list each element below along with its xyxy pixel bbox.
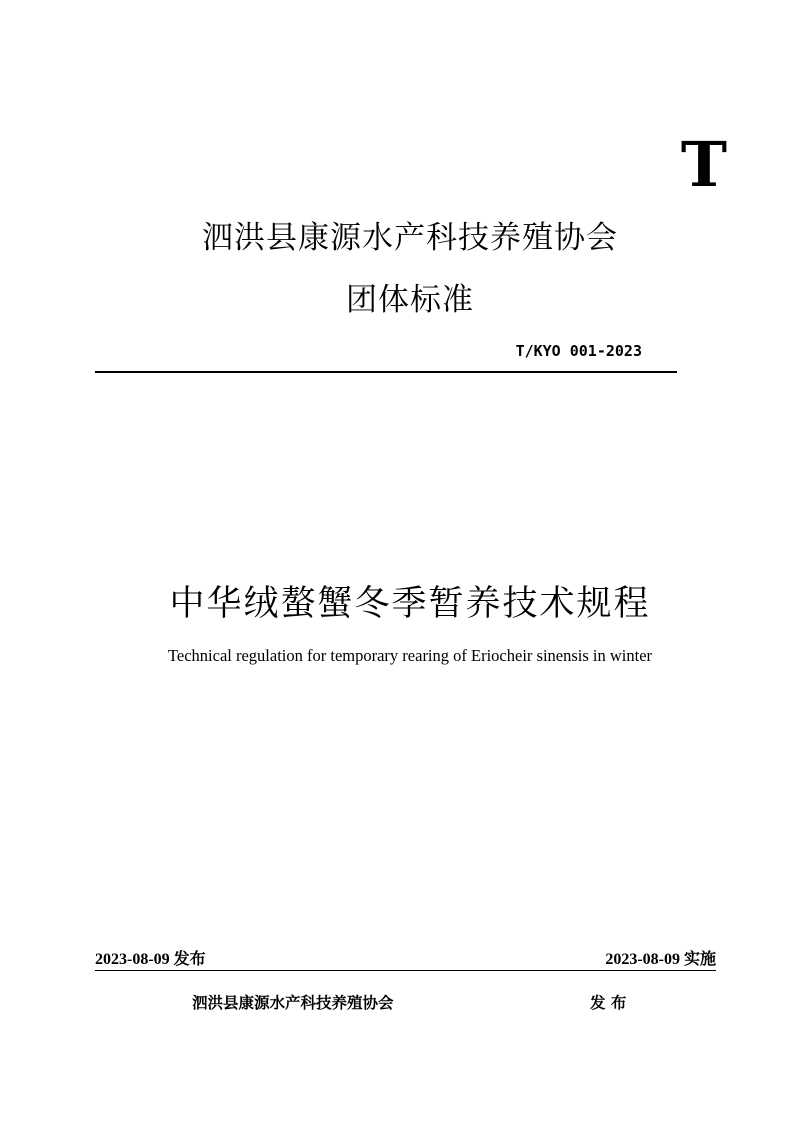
document-title-chinese: 中华绒螯蟹冬季暂养技术规程 [169,584,651,624]
standard-category-letter: T [680,128,728,201]
header-divider [95,371,677,373]
implement-label: 实施 [683,949,716,968]
standard-type: 团体标准 [346,282,474,318]
document-title-english: Technical regulation for temporary rearing of Eriocheir sinensis in winter [167,646,653,665]
publish-info [95,948,206,971]
publish-label: 发布 [173,949,206,968]
implement-date: 2023-08-09 [605,951,680,968]
date-row [95,948,716,971]
standard-number: T/KYO 001-2023 [515,342,642,360]
footer-organization: 泗洪县康源水产科技养殖协会 [192,994,394,1012]
issuing-organization: 泗洪县康源水产科技养殖协会 [202,220,618,256]
footer-publish-action: 发 布 [590,994,627,1012]
implement-info [605,948,716,971]
publish-date: 2023-08-09 [95,951,170,968]
